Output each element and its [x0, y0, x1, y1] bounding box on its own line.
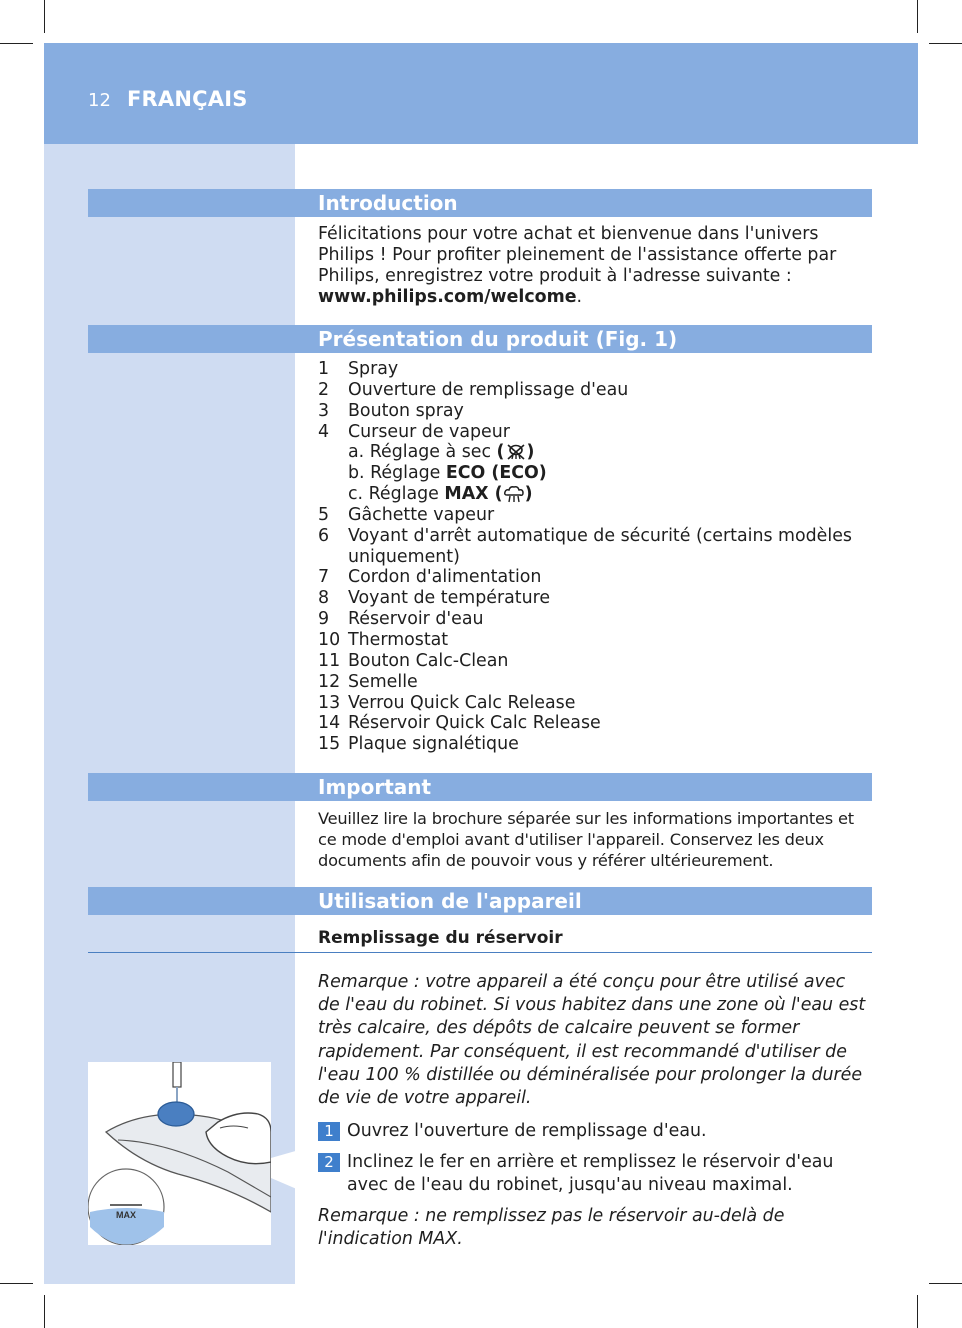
language-title: FRANÇAIS	[127, 87, 248, 111]
section-important-bar	[88, 773, 872, 801]
section-overview-bar	[88, 325, 872, 353]
note-max-level: Remarque : ne remplissez pas le réservoir au-delà de l'indication MAX.	[318, 1206, 785, 1250]
crop-mark	[44, 1295, 45, 1328]
introduction-text: Félicitations pour votre achat et bienvenue dans l'univers Philips ! Pour profiter pleinement de l'assistance offerte par Philips, enregistrez votre produit à l'adresse suivante : www.philips.com/welcome.	[318, 224, 837, 307]
list-item: 5 Gâchette vapeur	[318, 504, 495, 525]
section-title: Introduction	[318, 191, 458, 215]
list-item: 6 Voyant d'arrêt automatique de sécurité (certains modèles uniquement)	[318, 525, 852, 567]
welcome-url[interactable]: www.philips.com/welcome	[318, 287, 577, 307]
crop-mark	[917, 0, 918, 33]
list-item: 9 Réservoir d'eau	[318, 609, 484, 630]
page-number: 12	[88, 90, 111, 111]
max-steam-icon	[503, 485, 525, 503]
figure-pointer	[271, 1150, 319, 1190]
list-item: 12 Semelle	[318, 671, 418, 692]
section-title: Présentation du produit (Fig. 1)	[318, 327, 678, 351]
divider	[88, 952, 872, 953]
list-item: 7 Cordon d'alimentation	[318, 567, 542, 588]
list-item: 15 Plaque signalétique	[318, 734, 519, 755]
list-item: 3 Bouton spray	[318, 400, 464, 421]
step-2	[318, 1151, 872, 1197]
list-item: 8 Voyant de température	[318, 588, 551, 609]
list-item: 11 Bouton Calc-Clean	[318, 650, 509, 671]
iron-filling-illustration	[88, 1062, 271, 1245]
sub-item-max: c. Réglage MAX ( )	[348, 484, 533, 505]
product-parts-list	[318, 359, 872, 755]
step-text: Inclinez le fer en arrière et remplissez le réservoir d'eau avec de l'eau du robinet, jusqu'au niveau maximal.	[347, 1152, 834, 1195]
section-introduction-bar	[88, 189, 872, 217]
section-title: Utilisation de l'appareil	[318, 889, 582, 913]
important-text: Veuillez lire la brochure séparée sur les informations importantes et ce mode d'emploi avant d'utiliser l'appareil. Conservez les deux documents afin de pouvoir vous y référer ultérieurement.	[318, 809, 854, 870]
list-item: 1 Spray	[318, 359, 399, 379]
sub-item-dry: a. Réglage à sec ( )	[348, 442, 535, 463]
list-item: 14 Réservoir Quick Calc Release	[318, 713, 601, 734]
iron-drawing	[88, 1062, 271, 1245]
list-item: 10 Thermostat	[318, 629, 449, 650]
step-1	[318, 1120, 872, 1143]
subheading-filling: Remplissage du réservoir	[318, 928, 563, 948]
crop-mark	[0, 1283, 33, 1284]
list-item: 4 Curseur de vapeur	[318, 421, 510, 442]
section-usage-bar	[88, 887, 872, 915]
crop-mark	[929, 1283, 962, 1284]
page-header	[44, 43, 918, 144]
list-item: 2 Ouverture de remplissage d'eau	[318, 379, 629, 400]
step-number-badge: 1	[318, 1122, 340, 1141]
crop-mark	[929, 43, 962, 44]
crop-mark	[44, 0, 45, 33]
dry-setting-icon	[505, 443, 527, 461]
section-title: Important	[318, 775, 432, 799]
crop-mark	[0, 43, 33, 44]
list-item: 13 Verrou Quick Calc Release	[318, 692, 576, 713]
step-text: Ouvrez l'ouverture de remplissage d'eau.	[347, 1121, 707, 1141]
note-water-quality: Remarque : votre appareil a été conçu pour être utilisé avec de l'eau du robinet. Si vous habitez dans une zone où l'eau est très calcaire, des dépôts de calcaire peuvent se former rapidement. Par conséquent, il est recommandé d'utiliser de l'eau 100 % distillée ou déminéralisée pour prolonger la durée de vie de votre appareil.	[318, 972, 866, 1109]
sub-item-eco: b. Réglage ECO (ECO)	[348, 463, 547, 484]
crop-mark	[917, 1295, 918, 1328]
max-level-label: MAX	[116, 1210, 136, 1220]
step-number-badge: 2	[318, 1153, 340, 1172]
